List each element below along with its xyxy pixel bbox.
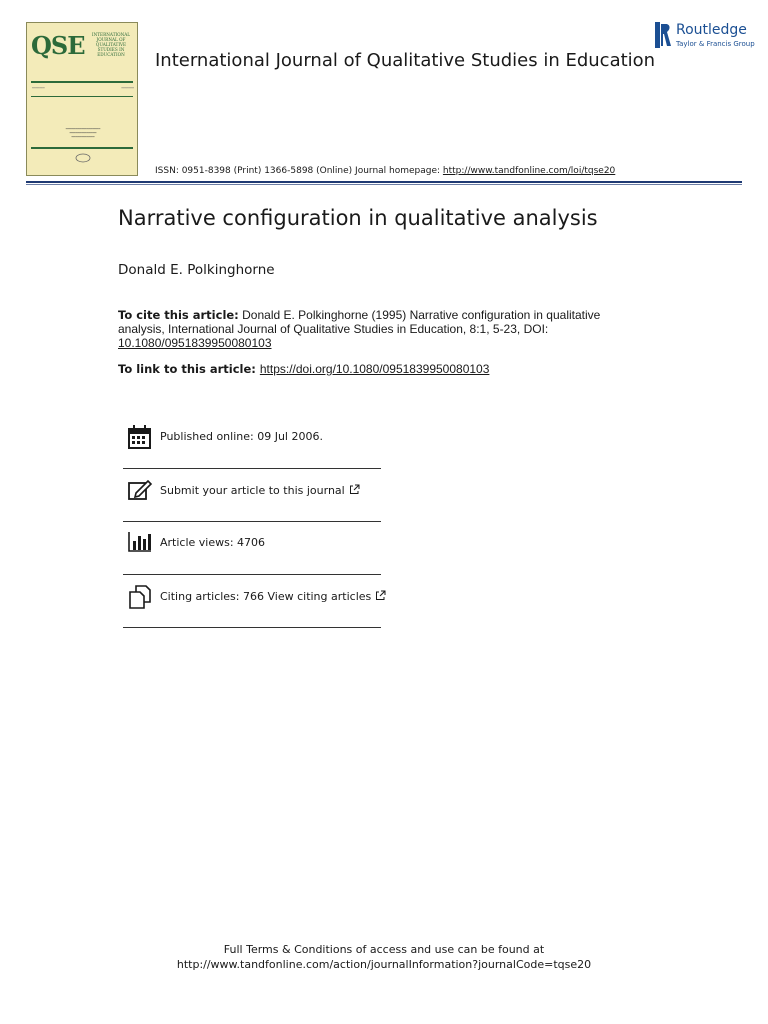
published-date: Published online: 09 Jul 2006. bbox=[160, 430, 323, 443]
divider bbox=[123, 521, 381, 522]
cover-journal-title: INTERNATIONAL JOURNAL OF QUALITATIVE STUDIES IN EDUCATION bbox=[91, 32, 131, 57]
footer bbox=[0, 942, 768, 972]
published-row bbox=[123, 424, 381, 460]
calendar-icon bbox=[127, 424, 153, 450]
edit-icon bbox=[127, 478, 153, 504]
publisher-logo[interactable] bbox=[655, 22, 755, 48]
cover-volume-line: ━━━━━━━ ━━━━━━━ bbox=[32, 86, 134, 90]
cite-text: Donald E. Polkinghorne (1995) Narrative configuration in qualitative analysis, International Journal of Qualitative Studies in Education, 8:1, 5-23, DOI: bbox=[118, 308, 601, 336]
footer-terms-text: Full Terms & Conditions of access and use can be found at bbox=[223, 943, 545, 956]
article-doi-link[interactable]: https://doi.org/10.1080/0951839950080103 bbox=[259, 362, 490, 376]
cover-publisher-logo bbox=[75, 153, 91, 163]
article-author: Donald E. Polkinghorne bbox=[118, 262, 275, 278]
link-label: To link to this article: bbox=[118, 362, 256, 376]
views-row bbox=[123, 530, 381, 566]
divider bbox=[123, 574, 381, 575]
article-title: Narrative configuration in qualitative analysis bbox=[118, 206, 598, 230]
copy-pages-icon bbox=[127, 584, 153, 610]
publisher-name: Routledge bbox=[676, 22, 747, 38]
journal-homepage-link[interactable]: http://www.tandfonline.com/loi/tqse20 bbox=[442, 166, 616, 176]
issn-line bbox=[155, 166, 615, 176]
bar-chart-icon bbox=[127, 530, 153, 556]
footer-terms-link[interactable]: http://www.tandfonline.com/action/journalInformation?journalCode=tqse20 bbox=[176, 958, 592, 971]
citing-row[interactable] bbox=[123, 584, 381, 620]
divider bbox=[123, 468, 381, 469]
cover-blurb: ━━━━━━━━━━━━━━━━━━ ━━━━━━━━━━━━━━ ━━━━━━━━━━━━ bbox=[65, 127, 101, 140]
cover-rule bbox=[31, 147, 133, 149]
cover-rule bbox=[31, 81, 133, 83]
article-views: Article views: 4706 bbox=[160, 536, 266, 549]
external-link-icon bbox=[349, 484, 360, 495]
submit-label: Submit your article to this journal bbox=[160, 484, 345, 497]
citing-label: Citing articles: 766 View citing articles bbox=[160, 590, 372, 603]
issn-text: ISSN: 0951-8398 (Print) 1366-5898 (Online) Journal homepage: bbox=[155, 166, 443, 176]
submit-row[interactable] bbox=[123, 478, 381, 514]
journal-title: International Journal of Qualitative Studies in Education bbox=[155, 50, 656, 71]
publisher-subtitle: Taylor & Francis Group bbox=[676, 40, 755, 48]
citation-block bbox=[118, 308, 648, 350]
cover-monogram: QSE bbox=[31, 31, 85, 60]
header-divider-thin bbox=[26, 184, 742, 185]
submit-article-link[interactable] bbox=[160, 484, 360, 497]
header-divider bbox=[26, 181, 742, 183]
divider bbox=[123, 627, 381, 628]
cite-label: To cite this article: bbox=[118, 308, 239, 322]
view-citing-articles-link[interactable] bbox=[160, 590, 386, 603]
cover-rule bbox=[31, 96, 133, 97]
cite-doi-link[interactable]: 10.1080/0951839950080103 bbox=[118, 336, 272, 350]
routledge-r-icon bbox=[655, 22, 671, 48]
journal-cover-image bbox=[26, 22, 138, 176]
article-link-line bbox=[118, 362, 489, 376]
external-link-icon bbox=[375, 590, 386, 601]
